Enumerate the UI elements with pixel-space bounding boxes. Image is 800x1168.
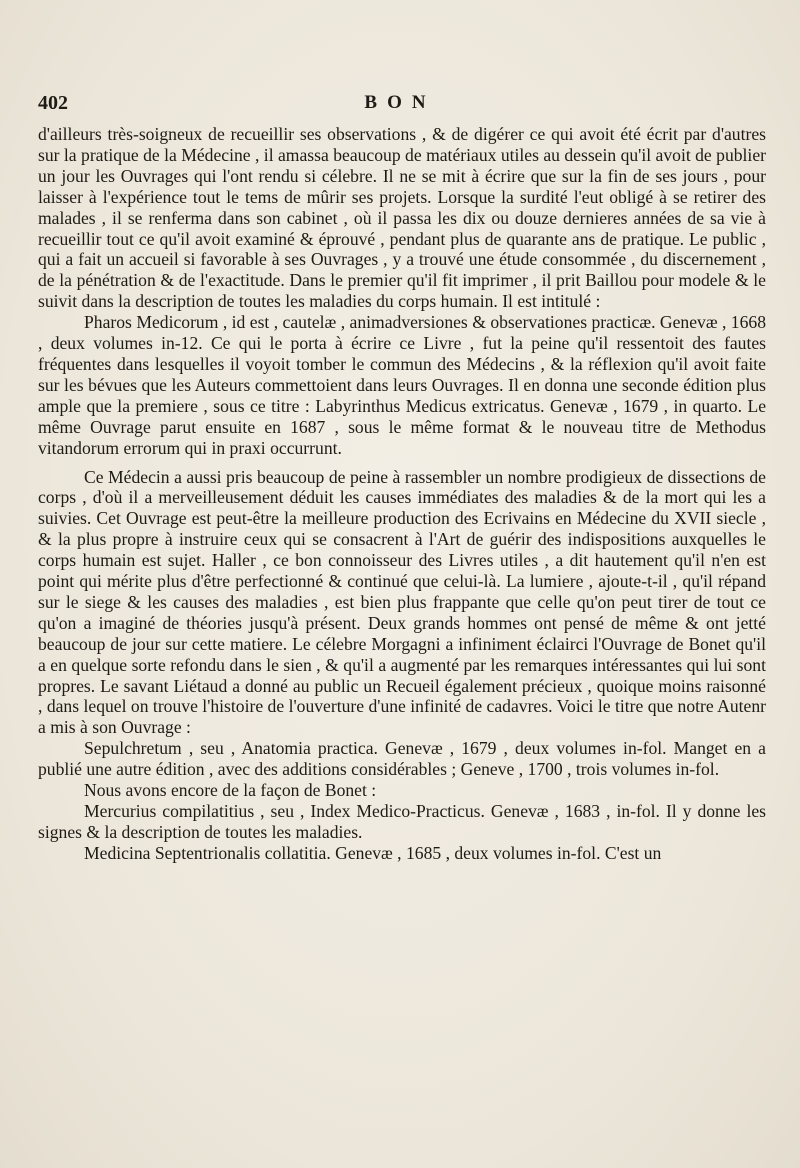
page-header [38,92,762,116]
paragraph-dissections: Ce Médecin a aussi pris beaucoup de peine à rassembler un nombre prodigieux de dissections de corps , d'où il a merveilleusement déduit les causes immédiates des maladies & de la mort qui les a suivies. Cet Ouvrage est peut-être la meilleure production des Ecrivains en Médecine du XVII siecle , & la plus propre à instruire ceux qui se consacrent à l'Art de guérir des indispositions auxquelles le corps humain est sujet. Haller , ce bon connoisseur des Livres utiles , a dit hautement qu'il n'en est point qui mérite plus d'être perfectionné & continué que celui-là. La lumiere , ajoute-t-il , qu'il répand sur le siege & les causes des maladies , est bien plus frappante que celle qu'on peut tirer de tout ce qu'on a imaginé de théories jusqu'à présent. Deux grands hommes ont pensé de même & ont jetté beaucoup de jour sur cette matiere. Le célebre Morgagni a infiniment éclairci l'Ouvrage de Bonet qu'il a en quelque sorte refondu dans le sien , & qu'il a augmenté par les remarques intéressantes qui lui sont propres. Le savant Liétaud a donné au public un Recueil également précieux , quoique moins raisonné , dans lequel on trouve l'histoire de l'ouverture d'une infinité de cadavres. Voici le titre que notre Autenr a mis à son Ouvrage : [38,466,766,738]
paragraph-encore: Nous avons encore de la façon de Bonet : [84,780,377,801]
body-text [38,124,766,864]
paragraph-medicina-septentrionalis: Medicina Septentrionalis collatitia. Genevæ , 1685 , deux volumes in-fol. C'est un [84,842,662,863]
page-number: 402 [38,92,68,114]
running-head: BON [364,92,436,113]
paragraph-biography: d'ailleurs très-soigneux de recueillir ses observations , & de digérer ce qui avoit été écrit par d'autres sur la pratique de la Médecine , il amassa beaucoup de matériaux utiles au dessein qu'il avoit de publier un jour les Ouvrages qui l'ont rendu si célebre. Il ne se mit à écrire que sur la fin de ses jours , pour laisser à l'expérience tout le tems de mûrir ses projets. Lorsque la surdité l'eut obligé à se retirer des malades , il se renferma dans son cabinet , où il passa les dix ou douze dernieres années de sa vie à recueillir tout ce qu'il avoit examiné & éprouvé , pendant plus de quarante ans de pratique. Le public , qui a fait un accueil si favorable à ses Ouvrages , y a trouvé une étude consommée , du discernement , de la pénétration & de l'exactitude. Dans le premier qu'il fit imprimer , il prit Baillou pour modele & le suivit dans la description de toutes les maladies du corps humain. Il est intitulé : [38,124,766,312]
paragraph-sepulchretum: Sepulchretum , seu , Anatomia practica. Genevæ , 1679 , deux volumes in-fol. Manget en a publié une autre édition , avec des additions considérables ; Geneve , 1700 , trois volumes in-fol. [38,738,766,780]
paragraph-pharos-medicorum: Pharos Medicorum , id est , cautelæ , animadversiones & observationes practicæ. Genevæ , 1668 , deux volumes in-12. Ce qui le porta à écrire ce Livre , fut la peine qu'il ressentoit des fautes fréquentes dans lesquelles il voyoit tomber le commun des Médecins , & la réflexion qu'il avoit faite sur les bévues que les Auteurs commettoient dans leurs Ouvrages. Il en donna une seconde édition plus ample que la premiere , sous ce titre : Labyrinthus Medicus extricatus. Genevæ , 1679 , in quarto. Le même Ouvrage parut ensuite en 1687 , sous le même format & le nouveau titre de Methodus vitandorum errorum qui in praxi occurrunt. [38,312,766,458]
paragraph-mercurius: Mercurius compilatitius , seu , Index Medico-Practicus. Genevæ , 1683 , in-fol. Il y donne les signes & la description de toutes les maladies. [38,801,766,842]
